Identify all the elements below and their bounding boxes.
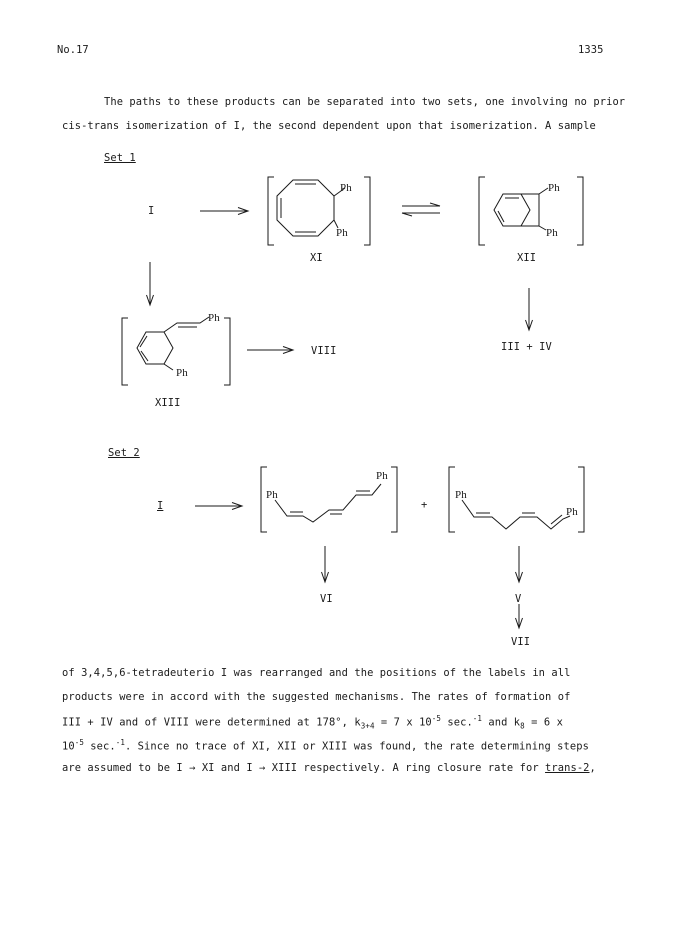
- arrow-I-to-XI: [200, 208, 248, 215]
- ph-label: Ph: [376, 470, 388, 482]
- set1-heading: Set 1: [104, 152, 136, 164]
- body-line-3: III + IV and of VIII were determined at 178°, $k_{3+4} = 7$ x $10^{-5}$ sec.$^{-1}$ and $k_8 = 6$ x: [62, 714, 563, 731]
- label-XII: XII: [517, 252, 537, 264]
- triene-1-chain: [275, 484, 381, 522]
- compound-I-set2: I: [157, 500, 164, 512]
- label-VIII: VIII: [311, 345, 337, 357]
- label-XI: XI: [310, 252, 323, 264]
- ph-label: Ph: [546, 227, 558, 239]
- XI-ring: [277, 180, 345, 236]
- ph-label: Ph: [266, 489, 278, 501]
- plus-sign: +: [421, 499, 428, 511]
- equilibrium-arrows: [402, 203, 440, 216]
- body-line-5: are assumed to be I → XI and I → XIII respectively. A ring closure rate for trans-2,: [62, 762, 596, 774]
- body-line-2: products were in accord with the suggested mechanisms. The rates of formation of: [62, 691, 571, 703]
- ph-label: Ph: [208, 312, 220, 324]
- bracket-triene-2: [449, 467, 584, 532]
- arrow-to-VI: [322, 546, 329, 582]
- label-VI: VI: [320, 593, 333, 605]
- arrow-I-to-triene: [195, 503, 242, 510]
- ph-label: Ph: [340, 182, 352, 194]
- intro-line-2: cis-trans isomerization of I, the second dependent upon that isomerization. A sample: [62, 120, 596, 132]
- label-III-IV: III + IV: [501, 341, 552, 353]
- arrow-to-V: [516, 546, 523, 582]
- page-number: 1335: [578, 44, 604, 56]
- body-line-4: $10^{-5}$ sec.$^{-1}$. Since no trace of XI, XII or XIII was found, the rate determining steps: [62, 738, 589, 753]
- body-line-1: of 3,4,5,6-tetradeuterio I was rearranged and the positions of the labels in all: [62, 667, 571, 679]
- label-VII: VII: [511, 636, 531, 648]
- journal-number: No.17: [57, 44, 89, 56]
- triene-2-chain: [462, 500, 570, 529]
- arrow-XII-to-III-IV: [526, 288, 533, 330]
- intro-line-1: The paths to these products can be separated into two sets, one involving no prior: [104, 96, 626, 108]
- ph-label: Ph: [176, 367, 188, 379]
- ph-label: Ph: [548, 182, 560, 194]
- XIII-ring: [137, 317, 209, 370]
- label-XIII: XIII: [155, 397, 181, 409]
- ph-label: Ph: [336, 227, 348, 239]
- label-V: V: [515, 593, 522, 605]
- arrow-V-to-VII: [516, 604, 523, 628]
- arrow-I-to-XIII: [147, 262, 154, 305]
- compound-I-set1: I: [148, 205, 155, 217]
- ph-label: Ph: [566, 506, 578, 518]
- set2-heading: Set 2: [108, 447, 140, 459]
- XII-ring: [494, 188, 548, 230]
- ph-label: Ph: [455, 489, 467, 501]
- arrow-XIII-to-VIII: [247, 347, 293, 354]
